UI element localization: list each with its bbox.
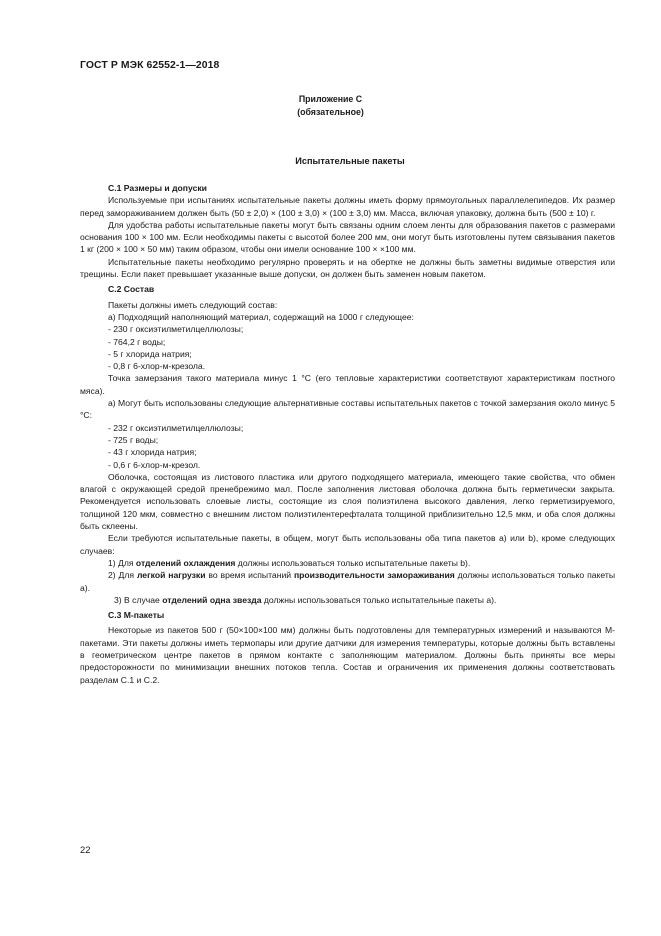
section-c1-heading: С.1 Размеры и допуски (108, 183, 207, 193)
appendix-status: (обязательное) (297, 106, 364, 117)
composition-a-item: - 5 г хлорида натрия; (108, 348, 192, 359)
composition-alt-item: - 725 г воды; (108, 434, 159, 445)
composition-a-item: - 764,2 г воды; (108, 336, 166, 347)
composition-alt-item: - 232 г оксиэтилметилцеллюлозы; (108, 422, 244, 433)
paragraph-c3-mpacks: Некоторые из пакетов 500 г (50×100×100 мм) должны быть подготовлены для температурных измерений и называются М-пакетами. Эти пакеты должны иметь термопары или другие датчики для измерения температуры, которые должны быть вставлены в геометрическом центре пакетов в прямом контакте с заполняющим материалом. Должны быть приняты все меры предосторожности по минимизации внешних потоков тепла. Состав и ограничения их применения должны соответствовать разделам С.1 и С.2. (80, 625, 615, 685)
paragraph-c1-bundling: Для удобства работы испытательные пакеты могут быть связаны одним слоем ленты для образования пакетов с размерами основания 100 × 100 мм. Если необходимы пакеты с высотой более 200 мм, они могут быть изготовлены путем связывания пакетов 1 кг (200 × 100 × 50 мм) таким образом, чтобы они имели основание 100 × ×100 мм. (80, 219, 615, 255)
section-c3-heading: С.3 М-пакеты (108, 610, 165, 621)
section-c2-heading: С.2 Состав (108, 284, 155, 295)
paragraph-c1-size: Используемые при испытаниях испытательные пакеты должны иметь форму прямоугольных параллелепипедов. Их размер перед замораживанием должен быть (50 ± 2,0) × (100 ± 3,0) × (100 ± 3,0) мм. Масса, включая упаковку, должна быть (500 ± 10) г. (80, 195, 615, 218)
composition-alt-item: - 0,6 г 6-хлор-м-крезол. (108, 459, 201, 470)
composition-alt-item: - 43 г хлорида натрия; (108, 447, 197, 458)
composition-alt-intro: а) Могут быть использованы следующие альтернативные составы испытательных пакетов с точкой замерзания около минус 5 °С: (80, 398, 615, 421)
appendix-heading (0, 93, 661, 118)
document-body (80, 182, 615, 686)
paragraph-cases-intro: Если требуются испытательные пакеты, в общем, могут быть использованы оба типа пакетов а) или b), кроме следующих случаев: (80, 533, 615, 556)
paragraph-shell: Оболочка, состоящая из листового пластика или другого подходящего материала, имеющего такие свойства, что обмен влагой с окружающей средой пренебрежимо мал. После заполнения листовая оболочка должна быть герметически закрыта. Рекомендуется использовать слоевые листы, состоящие из слоя полиэтилена высокого давления, легко герметизируемого, толщиной 120 мкм, совместно с внешним листом полиэтилентерефталата толщиной приблизительно 12,5 мкм, и оба слоя должны быть склеены. (80, 471, 615, 532)
document-header: ГОСТ Р МЭК 62552-1—2018 (80, 60, 220, 71)
case-1: 1) Для отделений охлаждения должны использоваться только испытательные пакеты b). (108, 557, 471, 568)
case-2: 2) Для легкой нагрузки во время испытаний производительности замораживания должны использоваться только пакеты а). (80, 570, 615, 593)
paragraph-c2-intro: Пакеты должны иметь следующий состав: (108, 299, 278, 310)
composition-a-item: - 230 г оксиэтилметилцеллюлозы; (108, 324, 244, 335)
case-3: 3) В случае отделений одна звезда должны использоваться только испытательные пакеты а). (114, 594, 497, 605)
paragraph-c1-inspection: Испытательные пакеты необходимо регулярно проверять и на обертке не должны быть заметны видимые отверстия или трещины. Если пакет превышает указанные выше допуски, он должен быть заменен новым пакетом. (80, 256, 615, 280)
appendix-title: Приложение С (298, 94, 363, 104)
paragraph-freeze-point: Точка замерзания такого материала минус 1 °С (его тепловые характеристики соответствуют характеристикам постного мяса). (80, 373, 615, 396)
page-number: 22 (80, 844, 91, 855)
composition-a-item: - 0,8 г 6-хлор-м-крезола. (108, 361, 206, 372)
section-title: Испытательные пакеты (295, 156, 405, 166)
composition-a-intro: а) Подходящий наполняющий материал, содержащий на 1000 г следующее: (108, 311, 414, 322)
